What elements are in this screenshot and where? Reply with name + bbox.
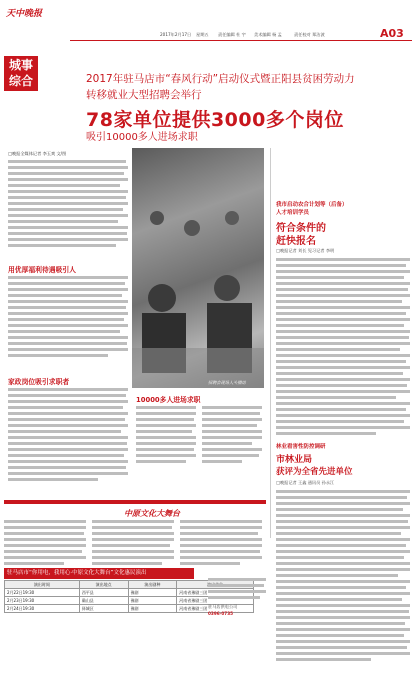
sidebar2-title-1: 市林业局 (276, 455, 313, 465)
proofreader-credit: 责任校对 郑洁波 (294, 32, 325, 37)
table-cell: 驿城区 (79, 605, 128, 613)
table-cell: 西平县 (79, 589, 128, 597)
banner-logo: 中原文化大舞台 (124, 509, 180, 518)
sidebar1-title-1: 符合条件的 (276, 223, 326, 234)
section-line-1: 城事 (8, 58, 33, 72)
masthead-logo: 天中晚报 (6, 9, 43, 19)
sidebar1-kicker-2: 人才培训学员 (276, 210, 310, 216)
table-header: 演出地点 (79, 581, 128, 589)
headline-kicker-1: 2017年驻马店市“春风行动”启动仪式暨正阳县贫困劳动力 (86, 73, 355, 85)
sidebar1-title-2: 赶快报名 (276, 236, 316, 247)
sidebar2-kicker: 林业看害性防控调研 (276, 444, 326, 450)
table-header: 演出剧种 (128, 581, 177, 589)
table-header: 演出时间 (5, 581, 80, 589)
job-fair-photo (132, 148, 264, 388)
table-cell: 河南省豫剧三团 (177, 589, 254, 597)
headline-kicker-2: 转移就业大型招聘会举行 (86, 89, 202, 101)
table-cell: 2月23日19:30 (5, 597, 80, 605)
subhead-housekeeping: 家政岗位吸引求职者 (8, 378, 70, 386)
table-cell: 豫剧 (128, 597, 177, 605)
issue-weekday: 星期五 (196, 32, 209, 37)
editor-credit: 责任编辑 杜 宇 (218, 32, 246, 37)
table-cell: 2月22日19:30 (5, 589, 80, 597)
issue-date: 2017年2月17日 (160, 32, 192, 37)
headline-main: 78家单位提供3000多个岗位 (86, 109, 344, 131)
page-number: A03 (380, 27, 404, 40)
sidebar1-byline: □晚报记者 刘长 见习记者 李明 (276, 248, 335, 253)
table-cell: 2月24日19:30 (5, 605, 80, 613)
sidebar1-kicker-1: 我市启动农合计划等（后备） (276, 202, 348, 208)
subhead-benefits: 用优厚福利待遇吸引人 (8, 266, 76, 274)
banner-note: 驻马店供电公司 (208, 604, 238, 609)
byline: □晚报全媒体记者 李玉爽 文/图 (8, 151, 67, 156)
banner-rule (4, 500, 266, 504)
banner-title: 驻马店市“你用电，我用心·中原文化大舞台”文化惠民演出 (4, 568, 194, 579)
section-label (4, 56, 38, 91)
subhead-applicants: 10000多人进场求职 (136, 396, 201, 404)
masthead-rule (70, 40, 412, 41)
table-cell: 河南省豫剧三团 (177, 597, 254, 605)
table-cell: 豫剧 (128, 589, 177, 597)
table-cell: 豫剧 (128, 605, 177, 613)
headline-sub: 吸引10000多人进场求职 (86, 132, 198, 143)
banner-phone: 0396-0735 (208, 611, 234, 616)
designer-credit: 美术编辑 杨 孟 (254, 32, 282, 37)
table-cell: 确山县 (79, 597, 128, 605)
sidebar2-title-2: 获评为全省先进单位 (276, 467, 353, 477)
table-cell: 河南省豫剧三团 (177, 605, 254, 613)
section-line-2: 综合 (8, 74, 33, 88)
photo-caption: 招聘会现场人头攒动 (208, 380, 246, 385)
column-divider (270, 148, 271, 538)
sidebar2-byline: □晚报记者 王鑫 通讯员 孙永江 (276, 480, 335, 485)
